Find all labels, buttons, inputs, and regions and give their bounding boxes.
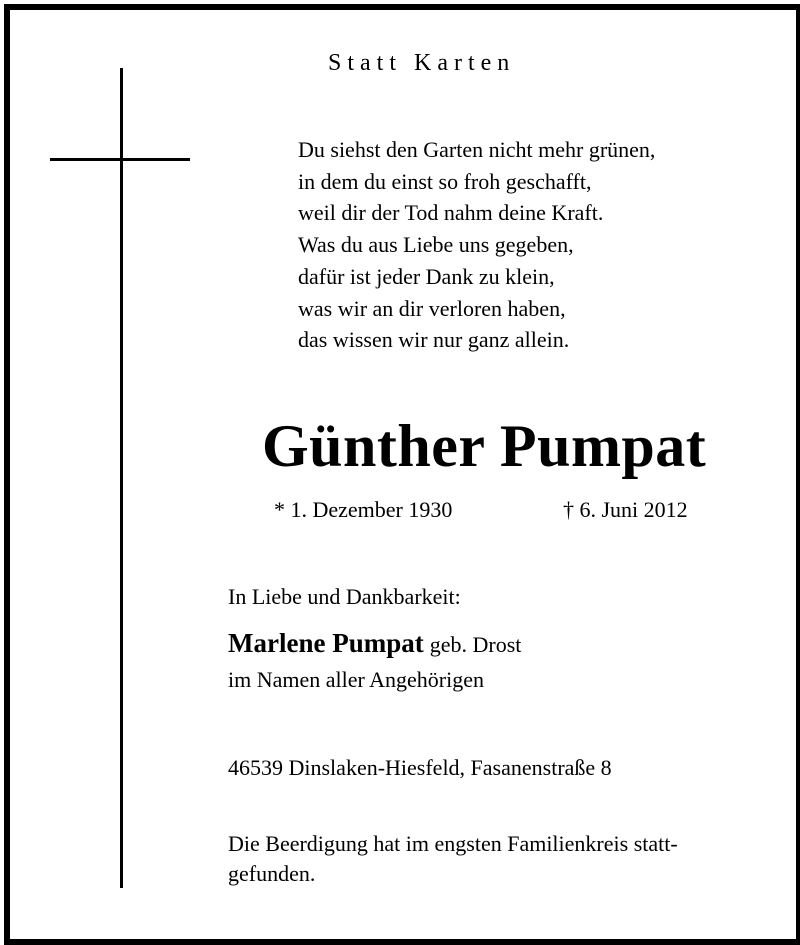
poem-line: weil dir der Tod nahm deine Kraft. xyxy=(298,200,604,226)
mourner xyxy=(228,628,521,659)
address: 46539 Dinslaken-Hiesfeld, Fasanenstraße 8 xyxy=(228,755,612,780)
mourner-birth-name: geb. Drost xyxy=(429,632,522,657)
funeral-note xyxy=(228,829,758,889)
poem-line: Was du aus Liebe uns gegeben, xyxy=(298,232,574,258)
mourner-name: Marlene Pumpat xyxy=(228,628,424,658)
death-date: † 6. Juni 2012 xyxy=(563,497,688,522)
cross-horizontal-bar xyxy=(50,158,190,161)
deceased-name: Günther Pumpat xyxy=(262,413,707,479)
poem-line: das wissen wir nur ganz allein. xyxy=(298,327,570,353)
funeral-note-line: gefunden. xyxy=(228,861,316,886)
gratitude-line: In Liebe und Dankbarkeit: xyxy=(228,584,461,609)
birth-date: * 1. Dezember 1930 xyxy=(274,497,453,522)
notice-header: Statt Karten xyxy=(328,50,516,76)
poem xyxy=(298,134,655,356)
cross-vertical-bar xyxy=(120,68,123,888)
poem-line: in dem du einst so froh geschafft, xyxy=(298,168,592,194)
mourner-family-line: im Namen aller Angehörigen xyxy=(228,667,484,692)
funeral-note-line: Die Beerdigung hat im engsten Familienkreis statt- xyxy=(228,831,678,856)
poem-line: dafür ist jeder Dank zu klein, xyxy=(298,263,555,289)
poem-line: was wir an dir verloren haben, xyxy=(298,295,566,321)
poem-line: Du siehst den Garten nicht mehr grünen, xyxy=(298,137,656,162)
